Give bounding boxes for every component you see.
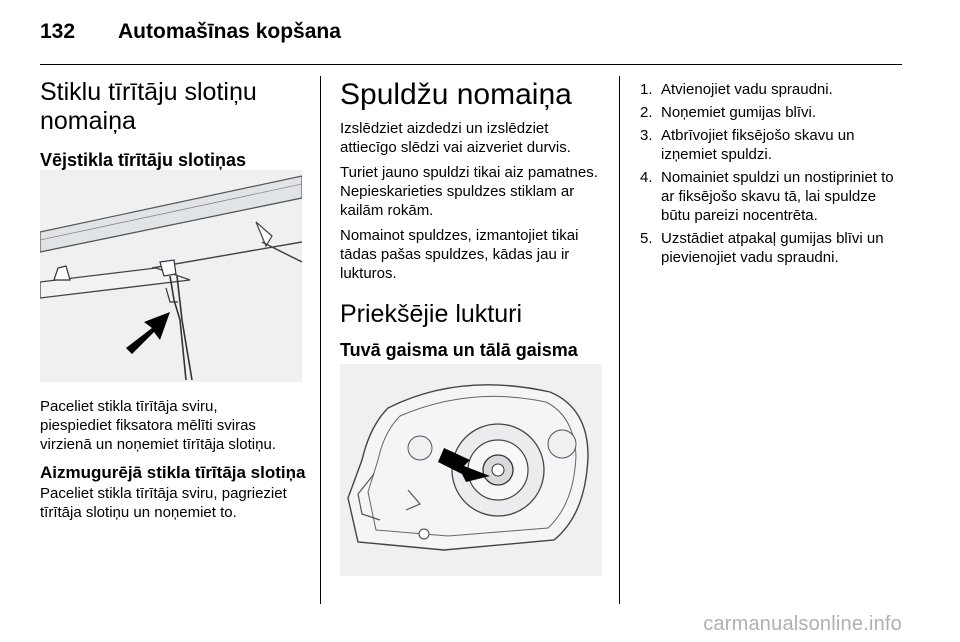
column-2 xyxy=(340,78,602,361)
bulb-paragraph-2: Turiet jauno spuldzi tikai aiz pamatnes. Nepieskarieties spuldzes stiklam ar kailām rokām. xyxy=(340,164,598,219)
page-header xyxy=(40,14,902,65)
page-number: 132 xyxy=(40,20,76,43)
rear-wiper-subheading: Aizmugurējā stikla tīrītāja slotiņa xyxy=(40,463,306,482)
bulb-paragraph-1: Izslēdziet aizdedzi un izslēdziet attiecīgo slēdzi vai aizveriet durvis. xyxy=(340,120,571,156)
column-1-lower xyxy=(40,397,310,522)
wiper-drawing xyxy=(40,170,302,382)
bulb-paragraph-3: Nomainot spuldzes, izmantojiet tikai tādas pašas spuldzes, kādas jau ir lukturos. xyxy=(340,227,579,282)
steps-list xyxy=(640,80,904,267)
column-3 xyxy=(640,80,904,271)
column-1 xyxy=(40,78,310,171)
list-item: 3. Atbrīvojiet fiksējošo skavu un izņemiet spuldzi. xyxy=(640,127,855,163)
windscreen-subheading: Vējstikla tīrītāju slotiņas xyxy=(40,150,247,170)
list-item: 4. Nomainiet spuldzi un nostipriniet to ar fiksējošo skavu tā, lai spuldze būtu pareizi nocentrēta. xyxy=(640,169,894,224)
list-item: 2. Noņemiet gumijas blīvi. xyxy=(640,104,817,121)
list-item: 1. Atvienojiet vadu spraudni. xyxy=(640,81,833,98)
headlight-illustration xyxy=(340,364,602,576)
windscreen-instruction: Paceliet stikla tīrītāja sviru, piespiediet fiksatora mēlīti sviras virzienā un noņemiet tīrītāja slotiņu. xyxy=(40,398,276,453)
headlight-drawing xyxy=(340,364,602,576)
list-item: 5. Uzstādiet atpakaļ gumijas blīvi un pievienojiet vadu spraudni. xyxy=(640,230,884,266)
wiper-illustration xyxy=(40,170,302,382)
bulb-heading: Spuldžu nomaiņa xyxy=(340,78,572,111)
chapter-title: Automašīnas kopšana xyxy=(118,20,341,43)
watermark[interactable]: carmanualsonline.info xyxy=(703,613,902,635)
column-divider-2 xyxy=(619,76,620,604)
rear-wiper-instruction: Paceliet stikla tīrītāja sviru, pagrieziet tīrītāja slotiņu un noņemiet to. xyxy=(40,485,287,521)
headlights-heading: Priekšējie lukturi xyxy=(340,300,523,328)
column-divider-1 xyxy=(320,76,321,604)
beam-subheading: Tuvā gaisma un tālā gaisma xyxy=(340,340,578,360)
arrow-icon xyxy=(126,312,170,354)
wiper-heading: Stiklu tīrītāju slotiņu nomaiņa xyxy=(40,78,257,135)
